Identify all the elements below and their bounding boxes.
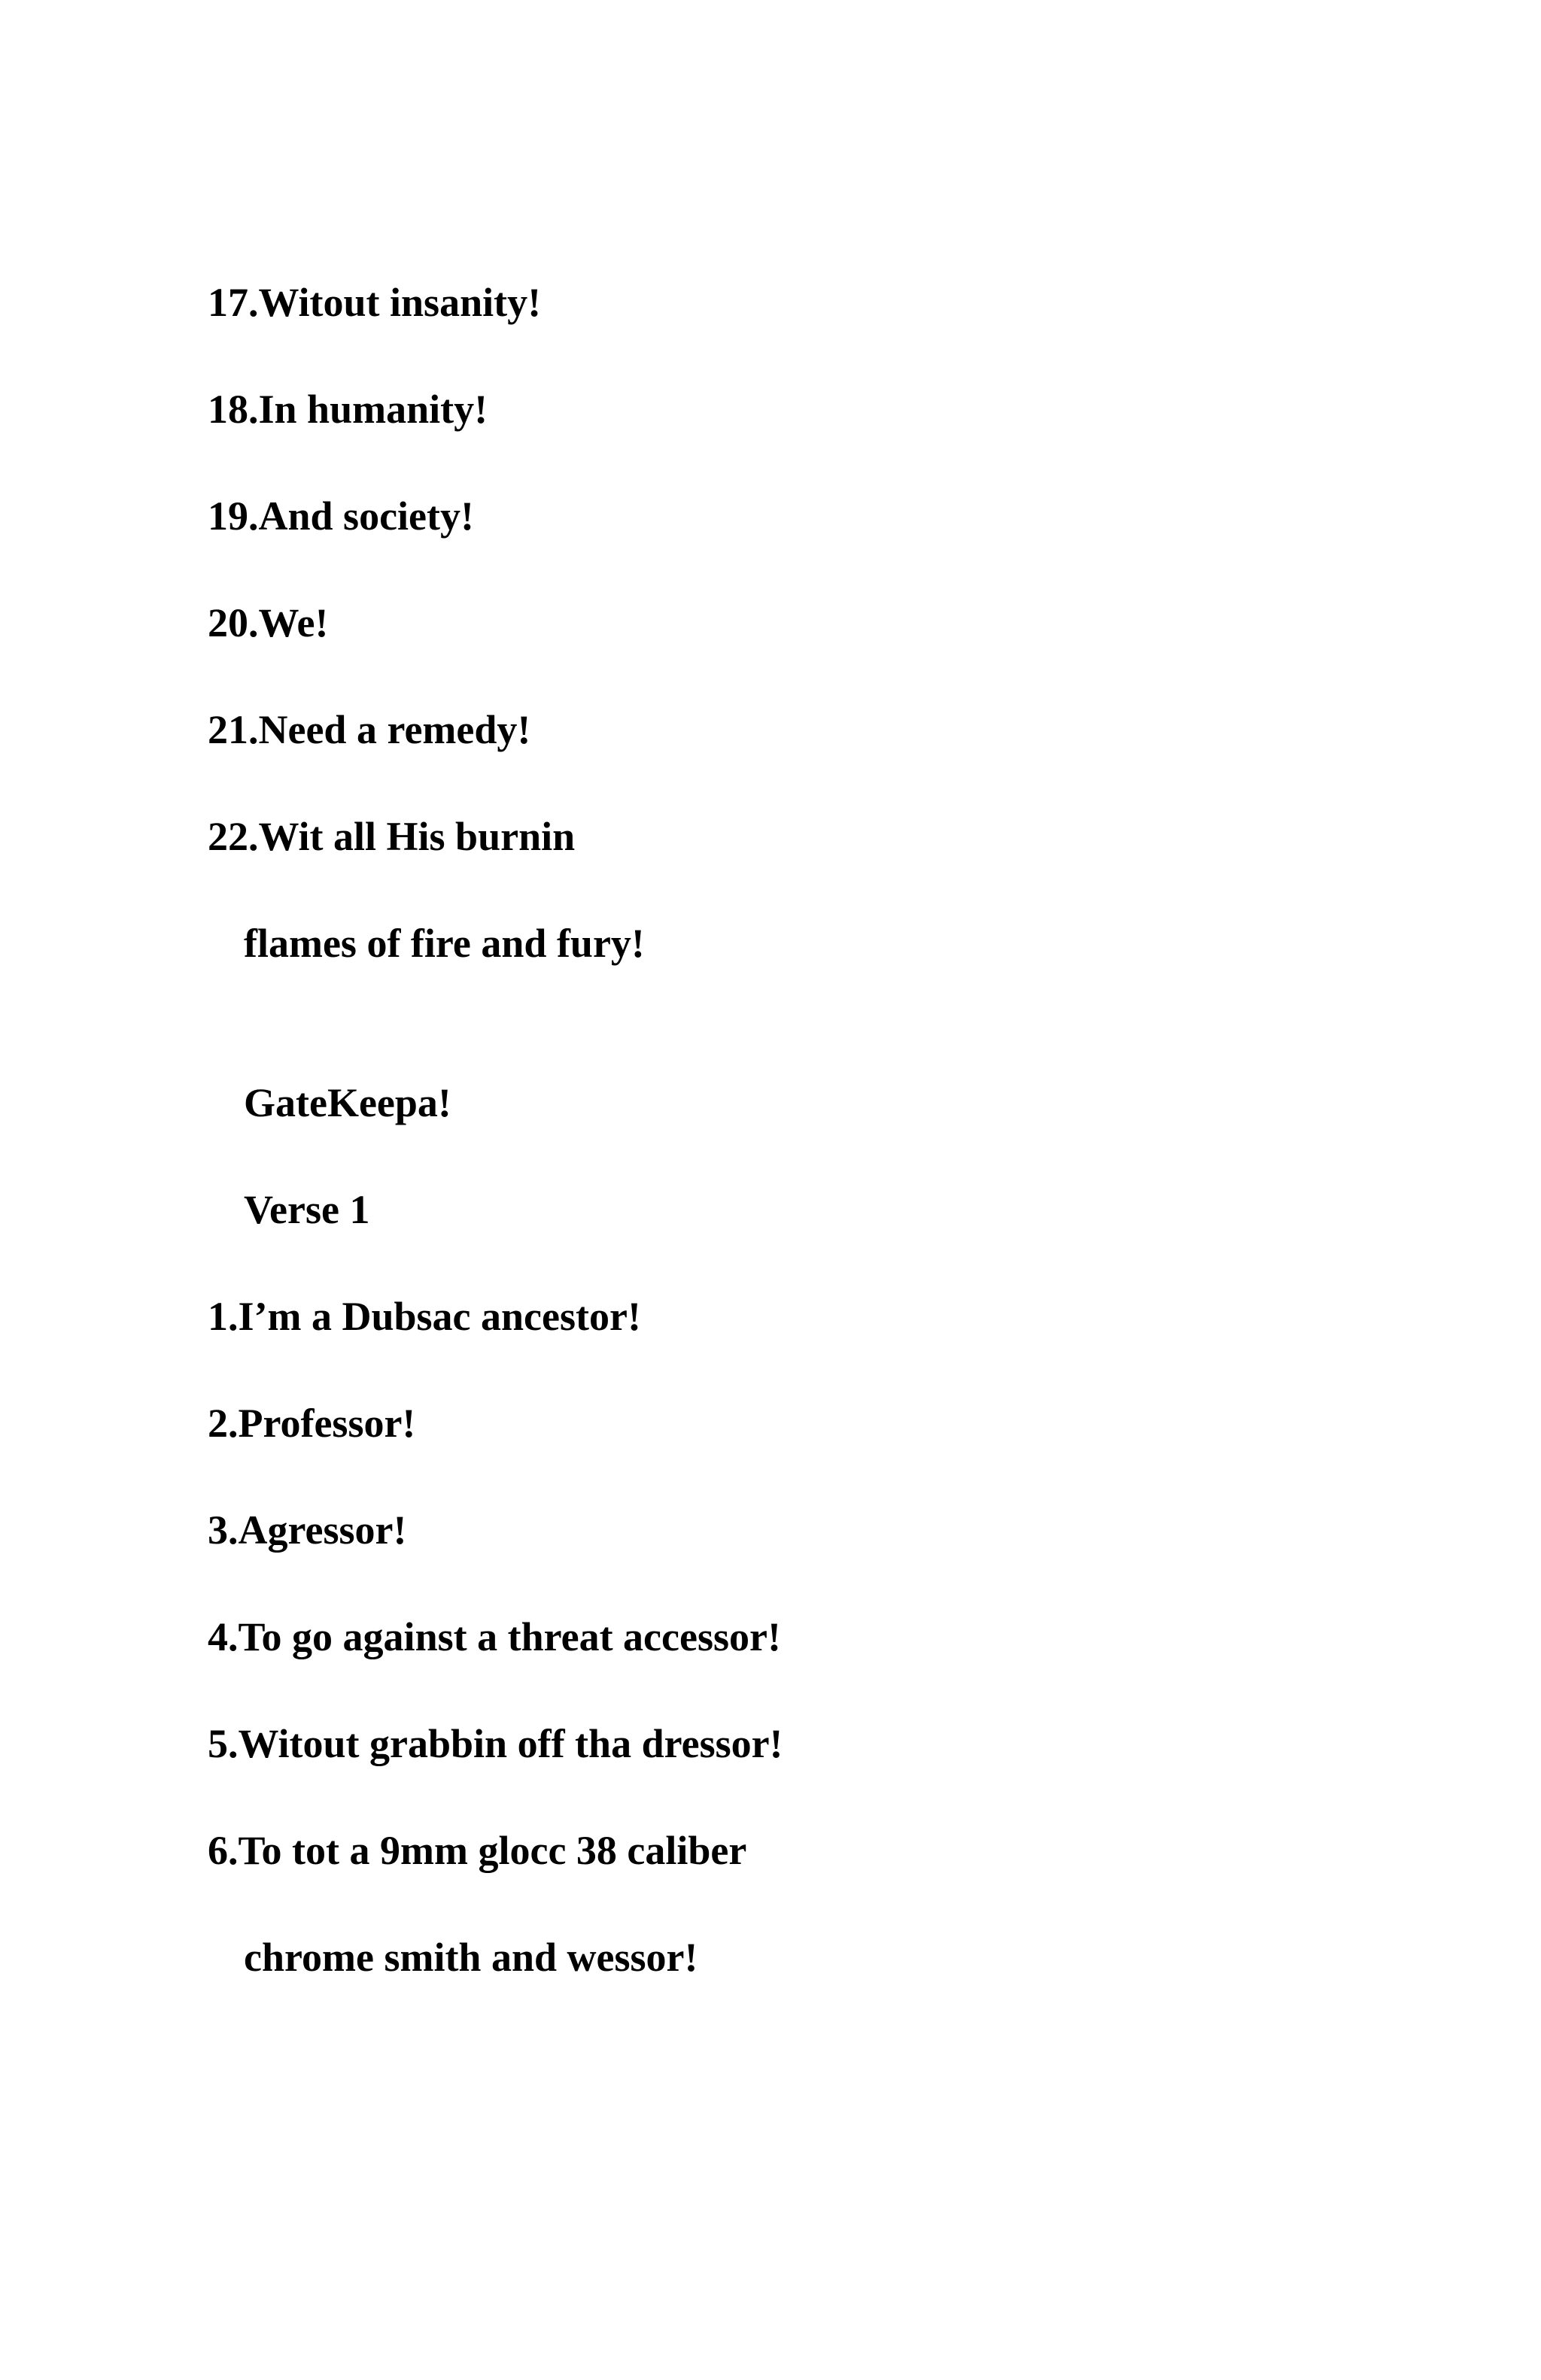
lyric-line-22: 22.Wit all His burnin [208,814,576,859]
verse-line-3: 3.Agressor! [208,1507,407,1553]
song-title: GateKeepa! [244,1080,451,1125]
verse-line-6: 6.To tot a 9mm glocc 38 caliber [208,1828,747,1873]
verse-line-6-continuation: chrome smith and wessor! [244,1935,698,1980]
verse-line-5: 5.Witout grabbin off tha dressor! [208,1721,783,1766]
lyric-line-19: 19.And society! [208,493,474,539]
verse-label: Verse 1 [244,1187,370,1232]
lyric-line-20: 20.We! [208,600,329,645]
verse-line-1: 1.I’m a Dubsac ancestor! [208,1294,641,1339]
verse-line-2: 2.Professor! [208,1401,416,1446]
lyric-line-17: 17.Witout insanity! [208,280,542,325]
lyric-line-18: 18.In humanity! [208,387,488,432]
verse-line-4: 4.To go against a threat accessor! [208,1614,781,1659]
lyric-line-21: 21.Need a remedy! [208,707,531,752]
lyric-line-22-continuation: flames of fire and fury! [244,921,645,966]
